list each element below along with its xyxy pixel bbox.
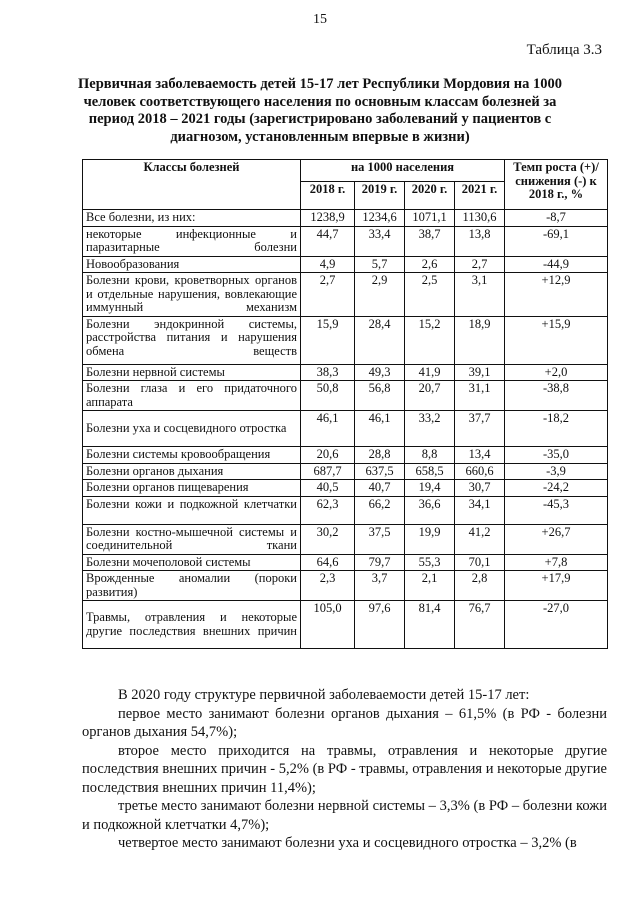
rate-value: 55,3 <box>405 554 455 571</box>
rate-value: 19,4 <box>405 480 455 497</box>
table-row <box>83 524 608 554</box>
growth-rate-value: -35,0 <box>505 447 608 464</box>
rate-value: 62,3 <box>301 496 355 524</box>
rate-value: 36,6 <box>405 496 455 524</box>
rate-value: 56,8 <box>355 381 405 411</box>
rate-value: 2,7 <box>455 256 505 273</box>
growth-rate-value: +7,8 <box>505 554 608 571</box>
rate-value: 64,6 <box>301 554 355 571</box>
disease-class-name: Болезни крови, кроветворных органов и отдельные нарушения, вовлекающие иммунный механизм <box>83 273 301 317</box>
table-row <box>83 480 608 497</box>
growth-rate-value: +17,9 <box>505 571 608 601</box>
rate-value: 40,5 <box>301 480 355 497</box>
rate-value: 40,7 <box>355 480 405 497</box>
disease-class-name: Врожденные аномалии (пороки развития) <box>83 571 301 601</box>
disease-class-name: Все болезни, из них: <box>83 210 301 227</box>
growth-rate-value: +15,9 <box>505 316 608 364</box>
rate-value: 97,6 <box>355 601 405 649</box>
rate-value: 46,1 <box>355 411 405 447</box>
rate-value: 20,6 <box>301 447 355 464</box>
header-year: 2021 г. <box>455 182 505 210</box>
body-text <box>82 686 607 853</box>
rate-value: 33,4 <box>355 226 405 256</box>
rate-value: 13,4 <box>455 447 505 464</box>
growth-rate-value: -3,9 <box>505 463 608 480</box>
rate-value: 38,7 <box>405 226 455 256</box>
rate-value: 13,8 <box>455 226 505 256</box>
rate-value: 31,1 <box>455 381 505 411</box>
paragraph: третье место занимают болезни нервной системы – 3,3% (в РФ – болезни кожи и подкожной клетчатки 4,7%); <box>82 798 607 833</box>
rate-value: 50,8 <box>301 381 355 411</box>
disease-class-name: Болезни мочеполовой системы <box>83 554 301 571</box>
table-row <box>83 463 608 480</box>
rate-value: 1238,9 <box>301 210 355 227</box>
growth-rate-value: -69,1 <box>505 226 608 256</box>
rate-value: 81,4 <box>405 601 455 649</box>
rate-value: 658,5 <box>405 463 455 480</box>
rate-value: 3,7 <box>355 571 405 601</box>
rate-value: 2,3 <box>301 571 355 601</box>
rate-value: 34,1 <box>455 496 505 524</box>
rate-value: 1130,6 <box>455 210 505 227</box>
table-title: Первичная заболеваемость детей 15-17 лет Республики Мордовия на 1000 человек соответствующего населения по основным классам болезней за период 2018 – 2021 годы (зарегистрировано заболеваний у пациентов с диагнозом, установленным впервые в жизни) <box>78 76 562 145</box>
rate-value: 76,7 <box>455 601 505 649</box>
rate-value: 20,7 <box>405 381 455 411</box>
paragraph: В 2020 году структуре первичной заболеваемости детей 15-17 лет: <box>118 687 530 703</box>
header-per-1000: на 1000 населения <box>301 160 505 182</box>
rate-value: 70,1 <box>455 554 505 571</box>
disease-class-name: Болезни уха и сосцевидного отростка <box>83 411 301 447</box>
growth-rate-value: -44,9 <box>505 256 608 273</box>
growth-rate-value: -45,3 <box>505 496 608 524</box>
rate-value: 37,5 <box>355 524 405 554</box>
disease-class-name: Болезни системы кровообращения <box>83 447 301 464</box>
rate-value: 5,7 <box>355 256 405 273</box>
disease-class-name: Болезни нервной системы <box>83 364 301 381</box>
rate-value: 105,0 <box>301 601 355 649</box>
rate-value: 33,2 <box>405 411 455 447</box>
paragraph: второе место приходится на травмы, отравления и некоторые другие последствия внешних причин - 5,2% (в РФ - травмы, отравления и некоторые другие последствия внешних причин 11,4%); <box>82 742 607 796</box>
growth-rate-value: +26,7 <box>505 524 608 554</box>
rate-value: 38,3 <box>301 364 355 381</box>
header-year: 2019 г. <box>355 182 405 210</box>
disease-class-name: Болезни органов пищеварения <box>83 480 301 497</box>
table-row <box>83 316 608 364</box>
rate-value: 2,8 <box>455 571 505 601</box>
table-row <box>83 273 608 317</box>
table-row <box>83 554 608 571</box>
growth-rate-value: -18,2 <box>505 411 608 447</box>
growth-rate-value: -8,7 <box>505 210 608 227</box>
growth-rate-value: -24,2 <box>505 480 608 497</box>
header-growth-rate: Темп роста (+)/снижения (-) к 2018 г., % <box>505 160 608 210</box>
table-row <box>83 210 608 227</box>
rate-value: 2,6 <box>405 256 455 273</box>
rate-value: 66,2 <box>355 496 405 524</box>
table-row <box>83 601 608 649</box>
paragraph: первое место занимают болезни органов дыхания – 61,5% (в РФ - болезни органов дыхания 54,7%); <box>82 705 607 740</box>
growth-rate-value: +2,0 <box>505 364 608 381</box>
rate-value: 637,5 <box>355 463 405 480</box>
rate-value: 30,7 <box>455 480 505 497</box>
rate-value: 41,2 <box>455 524 505 554</box>
rate-value: 37,7 <box>455 411 505 447</box>
disease-class-name: Болезни эндокринной системы, расстройства питания и нарушения обмена веществ <box>83 316 301 364</box>
disease-class-name: Болезни кожи и подкожной клетчатки <box>83 496 301 524</box>
disease-class-name: Болезни глаза и его придаточного аппарата <box>83 381 301 411</box>
rate-value: 3,1 <box>455 273 505 317</box>
table-row <box>83 381 608 411</box>
rate-value: 30,2 <box>301 524 355 554</box>
table-row <box>83 364 608 381</box>
rate-value: 39,1 <box>455 364 505 381</box>
table-row <box>83 256 608 273</box>
rate-value: 15,2 <box>405 316 455 364</box>
rate-value: 4,9 <box>301 256 355 273</box>
rate-value: 687,7 <box>301 463 355 480</box>
disease-class-name: Травмы, отравления и некоторые другие последствия внешних причин <box>83 601 301 649</box>
table-row <box>83 571 608 601</box>
paragraph: четвертое место занимают болезни уха и сосцевидного отростка – 3,2% (в <box>118 835 577 851</box>
disease-class-name: Болезни костно-мышечной системы и соединительной ткани <box>83 524 301 554</box>
disease-class-name: некоторые инфекционные и паразитарные болезни <box>83 226 301 256</box>
rate-value: 44,7 <box>301 226 355 256</box>
rate-value: 1234,6 <box>355 210 405 227</box>
header-year: 2018 г. <box>301 182 355 210</box>
table-row <box>83 226 608 256</box>
rate-value: 1071,1 <box>405 210 455 227</box>
rate-value: 79,7 <box>355 554 405 571</box>
table-row <box>83 447 608 464</box>
rate-value: 41,9 <box>405 364 455 381</box>
table-row <box>83 411 608 447</box>
growth-rate-value: +12,9 <box>505 273 608 317</box>
rate-value: 15,9 <box>301 316 355 364</box>
rate-value: 18,9 <box>455 316 505 364</box>
page-number: 15 <box>313 12 327 27</box>
morbidity-table <box>82 159 608 649</box>
table-label: Таблица 3.3 <box>526 42 602 58</box>
disease-class-name: Болезни органов дыхания <box>83 463 301 480</box>
header-year: 2020 г. <box>405 182 455 210</box>
rate-value: 2,1 <box>405 571 455 601</box>
rate-value: 2,7 <box>301 273 355 317</box>
disease-class-name: Новообразования <box>83 256 301 273</box>
growth-rate-value: -27,0 <box>505 601 608 649</box>
rate-value: 2,5 <box>405 273 455 317</box>
rate-value: 28,8 <box>355 447 405 464</box>
growth-rate-value: -38,8 <box>505 381 608 411</box>
rate-value: 28,4 <box>355 316 405 364</box>
header-disease-class: Классы болезней <box>83 160 301 210</box>
rate-value: 46,1 <box>301 411 355 447</box>
rate-value: 49,3 <box>355 364 405 381</box>
rate-value: 19,9 <box>405 524 455 554</box>
rate-value: 8,8 <box>405 447 455 464</box>
table-row <box>83 496 608 524</box>
rate-value: 2,9 <box>355 273 405 317</box>
rate-value: 660,6 <box>455 463 505 480</box>
